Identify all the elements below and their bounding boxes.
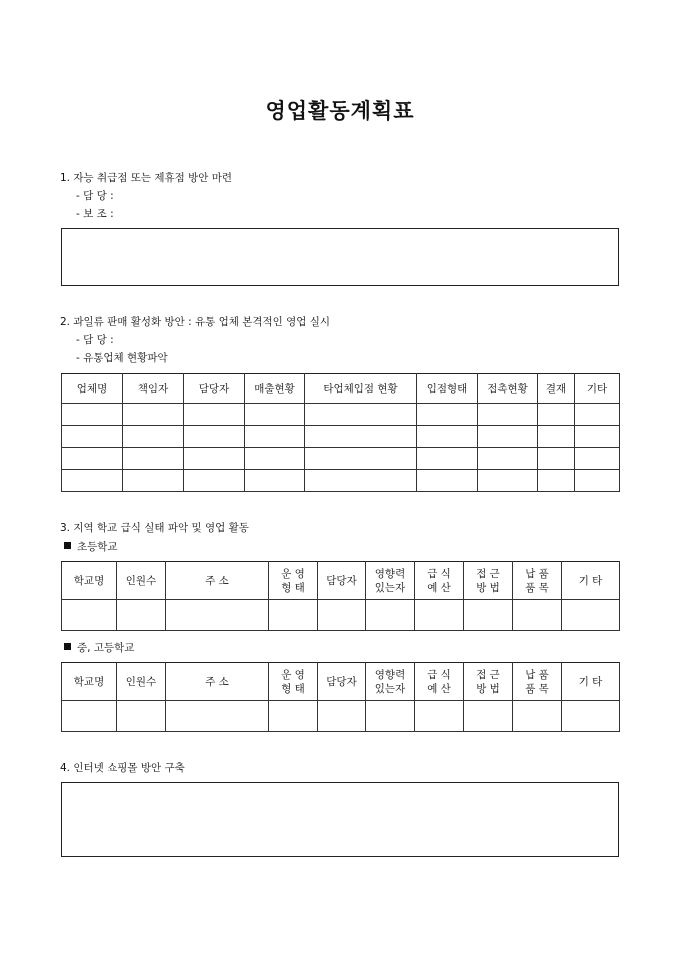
school-header-budget: 급 식 예 산 [415, 663, 464, 701]
school-header-approach: 접 근 방 법 [464, 663, 513, 701]
vendor-header-sales: 매출현황 [245, 374, 305, 404]
page-title: 영업활동계획표 [265, 99, 415, 123]
square-bullet-icon [64, 542, 71, 549]
section-4-textbox[interactable] [61, 782, 619, 857]
school-header-name: 학교명 [62, 562, 117, 600]
table-row [62, 701, 620, 732]
vendor-header-entry-type: 입점형태 [417, 374, 478, 404]
elementary-table [61, 561, 620, 631]
vendor-header-responsible: 책임자 [123, 374, 184, 404]
section-1-assistant: - 보 조 : [76, 208, 114, 220]
school-header-items: 납 품 품 목 [513, 663, 562, 701]
vendor-table [61, 373, 620, 492]
table-row [62, 448, 620, 470]
elementary-subheading: 초등학교 [64, 539, 118, 554]
secondary-table [61, 662, 620, 732]
school-header-influencer: 영향력 있는자 [366, 663, 415, 701]
school-header-count: 인원수 [117, 562, 166, 600]
section-1-manager: - 담 당 : [76, 190, 114, 202]
school-header-etc: 기 타 [562, 663, 620, 701]
secondary-subheading: 중, 고등학교 [64, 640, 134, 655]
school-header-manager: 담당자 [318, 562, 366, 600]
square-bullet-icon [64, 643, 71, 650]
school-header-approach: 접 근 방 법 [464, 562, 513, 600]
vendor-header-approval: 결재 [538, 374, 575, 404]
school-header-budget: 급 식 예 산 [415, 562, 464, 600]
school-header-count: 인원수 [117, 663, 166, 701]
table-row [62, 470, 620, 492]
school-header-operation: 운 영 형 태 [269, 562, 318, 600]
school-header-manager: 담당자 [318, 663, 366, 701]
vendor-header-manager: 담당자 [184, 374, 245, 404]
table-row [62, 426, 620, 448]
section-2-manager: - 담 당 : [76, 334, 114, 346]
school-header-operation: 운 영 형 태 [269, 663, 318, 701]
school-header-address: 주 소 [166, 562, 269, 600]
section-3-heading: 3. 지역 학교 급식 실태 파악 및 영업 활동 [60, 522, 249, 534]
section-1-textbox[interactable] [61, 228, 619, 286]
school-header-address: 주 소 [166, 663, 269, 701]
vendor-header-etc: 기타 [575, 374, 620, 404]
table-row [62, 600, 620, 631]
school-header-influencer: 영향력 있는자 [366, 562, 415, 600]
school-header-items: 납 품 품 목 [513, 562, 562, 600]
school-header-etc: 기 타 [562, 562, 620, 600]
section-1-heading: 1. 자능 취급점 또는 제휴점 방안 마련 [60, 172, 233, 184]
table-row [62, 404, 620, 426]
section-4-heading: 4. 인터넷 쇼핑몰 방안 구축 [60, 762, 185, 774]
section-2-heading: 2. 과일류 판매 활성화 방안 : 유통 업체 본격적인 영업 실시 [60, 316, 331, 328]
school-header-name: 학교명 [62, 663, 117, 701]
vendor-header-contact: 접촉현황 [478, 374, 538, 404]
section-2-subheading: - 유통업체 현황파악 [76, 352, 168, 364]
vendor-header-other-stores: 타업체입점 현황 [305, 374, 417, 404]
vendor-header-name: 업체명 [62, 374, 123, 404]
